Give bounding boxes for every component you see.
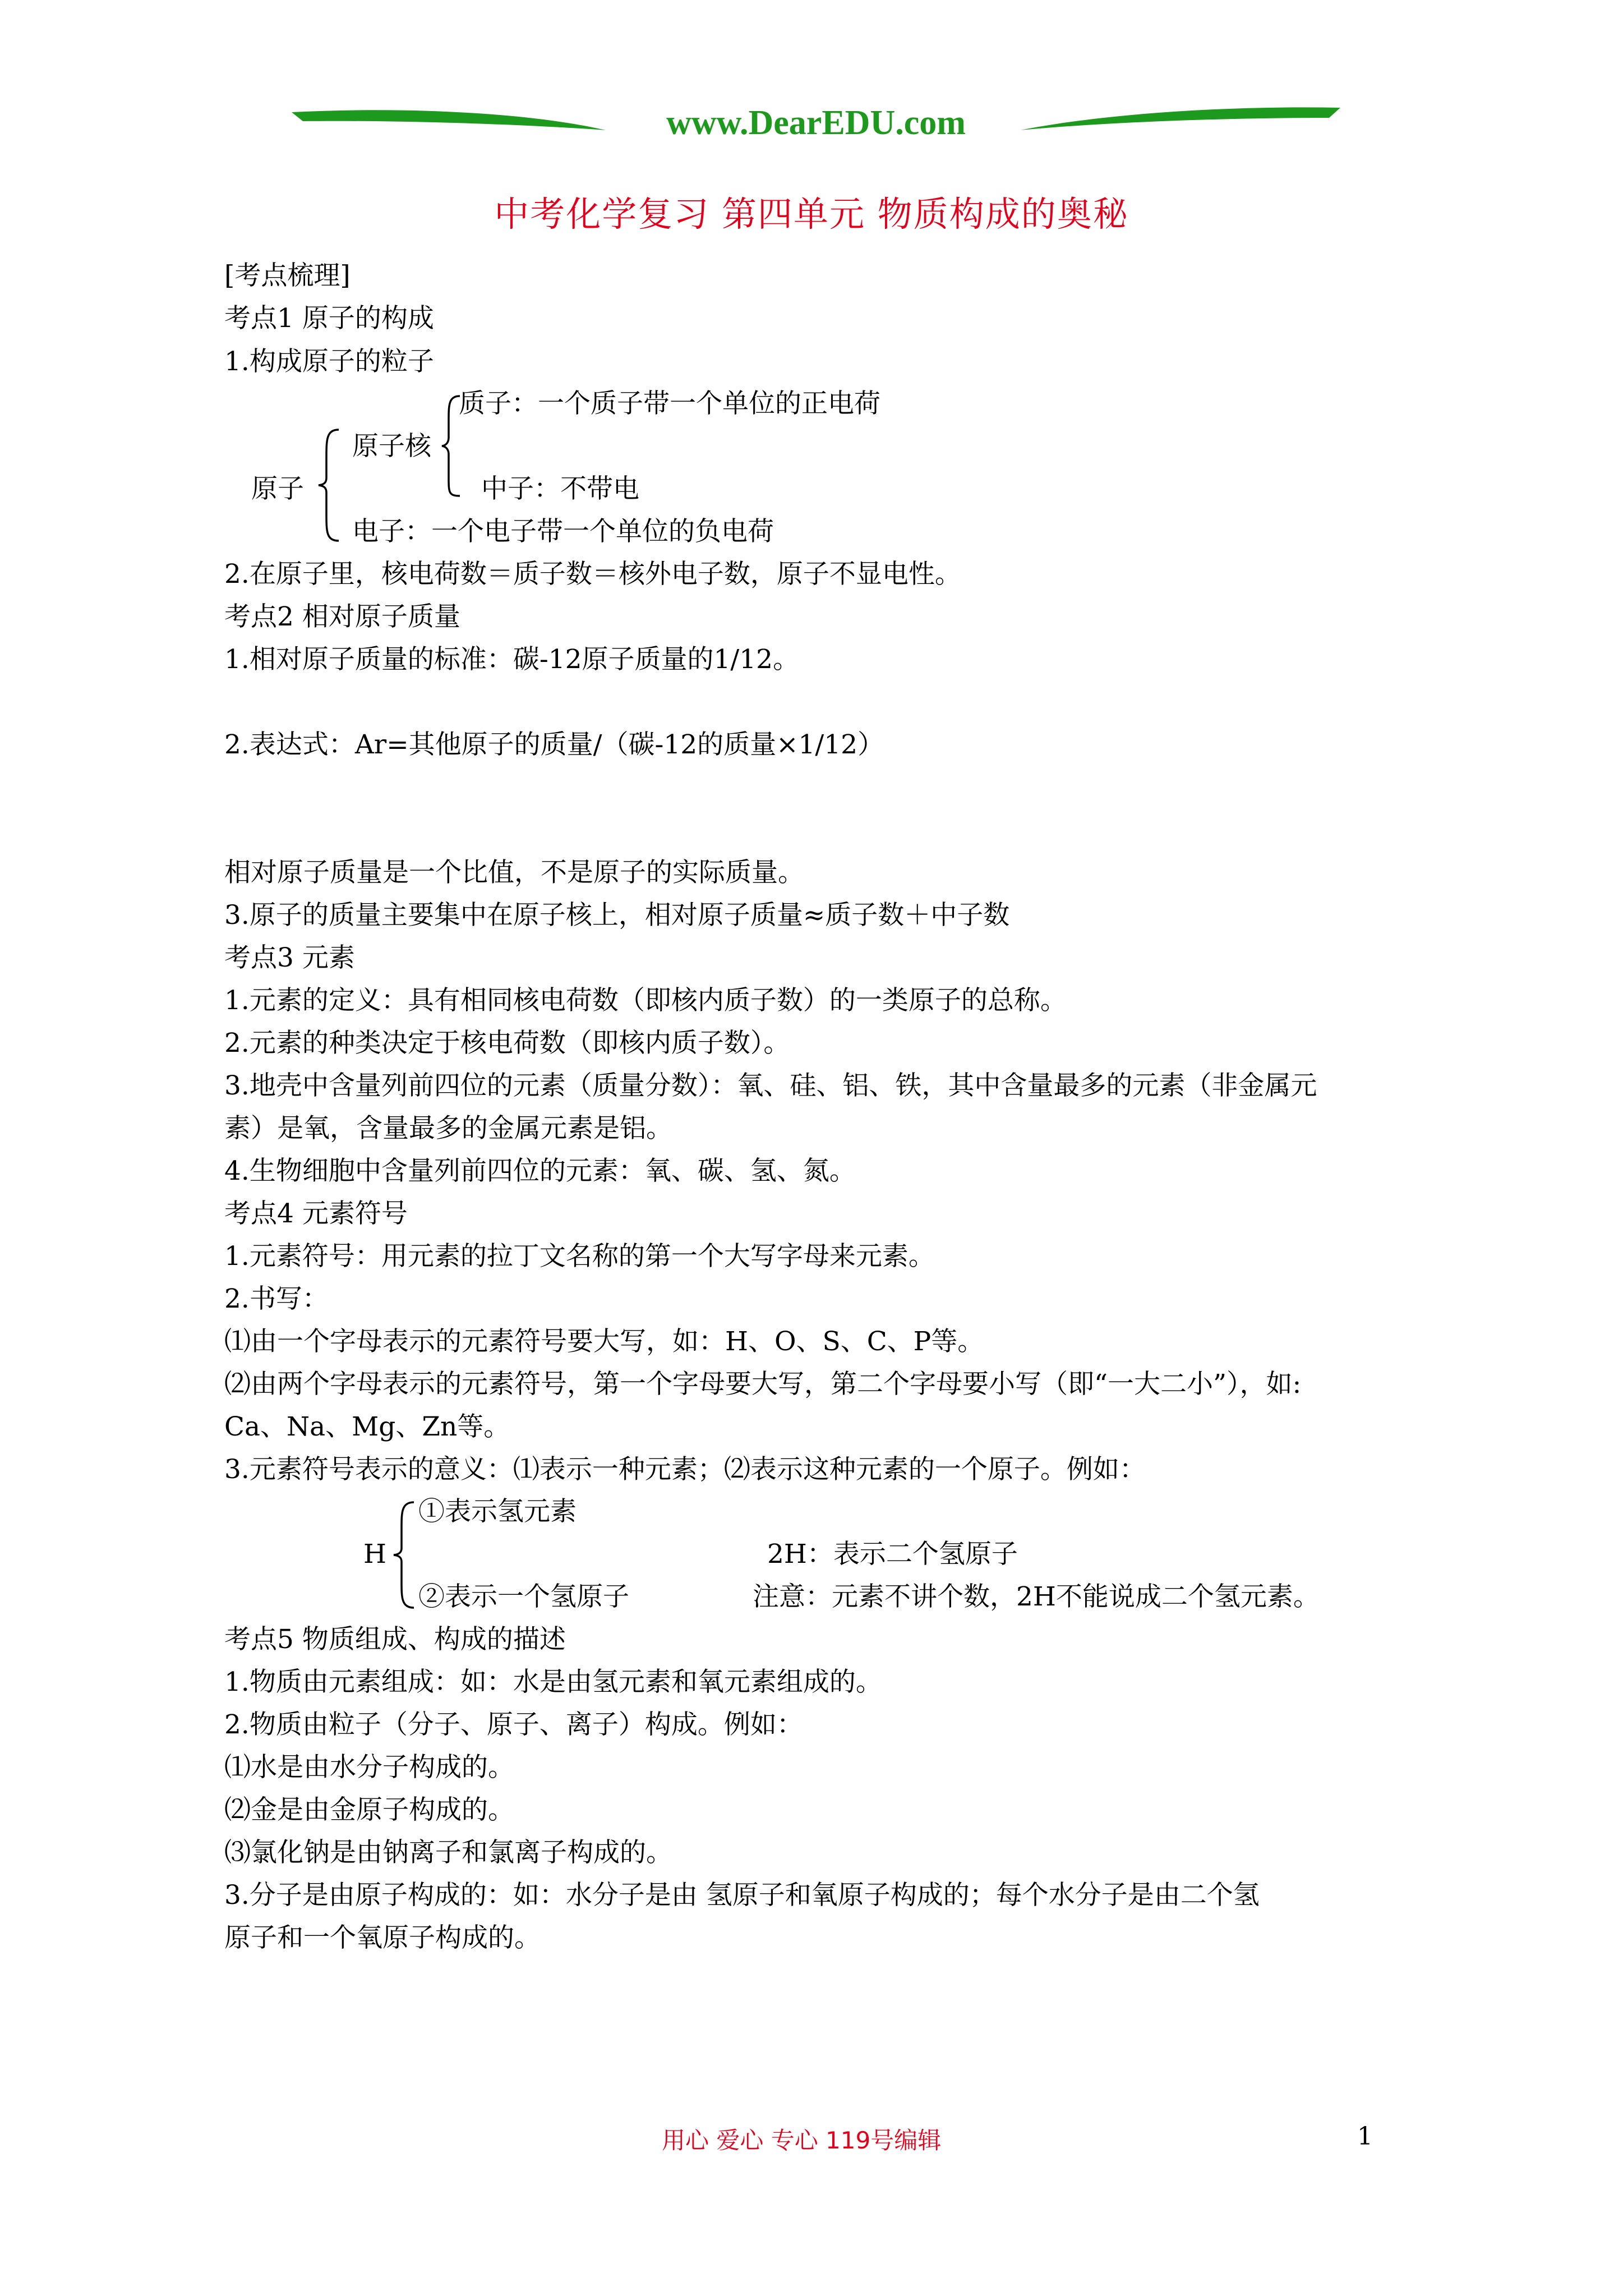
- neutron-text: 中子：不带电: [481, 473, 639, 504]
- kd2-heading: 考点2 相对原子质量: [224, 601, 460, 632]
- kd2-note: 相对原子质量是一个比值，不是原子的实际质量。: [224, 857, 804, 888]
- kd2-item3: 3.原子的质量主要集中在原子核上，相对原子质量≈质子数＋中子数: [224, 900, 1010, 931]
- kd5-heading: 考点5 物质组成、构成的描述: [224, 1624, 566, 1655]
- kd4-sub2a: ⑵由两个字母表示的元素符号，第一个字母要大写，第二个字母要小写（即“一大二小”），如:: [224, 1369, 1302, 1400]
- footer-text: 用心 爱心 专心 119号编辑: [662, 2127, 942, 2154]
- kd5-sub1: ⑴水是由水分子构成的。: [224, 1752, 514, 1783]
- meaning1-text: ①表示氢元素: [418, 1496, 577, 1527]
- site-banner: [292, 95, 1340, 157]
- symbol-brace: [393, 1499, 417, 1611]
- kd4-heading: 考点4 元素符号: [224, 1198, 408, 1229]
- kd4-item2: 2.书写：: [224, 1283, 329, 1314]
- note-text: 注意：元素不讲个数，2H不能说成二个氢元素。: [753, 1581, 1320, 1612]
- kd5-item2: 2.物质由粒子（分子、原子、离子）构成。例如：: [224, 1709, 803, 1740]
- nucleus-brace: [441, 393, 463, 499]
- kd3-item3b: 素）是氧，含量最多的金属元素是铝。: [224, 1113, 672, 1144]
- kd1-heading: 考点1 原子的构成: [224, 303, 434, 334]
- kd3-item4: 4.生物细胞中含量列前四位的元素：氧、碳、氢、氮。: [224, 1156, 856, 1186]
- kd2-item2: 2.表达式：Ar=其他原子的质量/（碳-12的质量×1/12）: [224, 729, 884, 760]
- kd3-item2: 2.元素的种类决定于核电荷数（即核内质子数）。: [224, 1028, 790, 1059]
- kd5-item3b: 原子和一个氧原子构成的。: [224, 1922, 541, 1953]
- kd1-item2: 2.在原子里，核电荷数＝质子数＝核外电子数，原子不显电性。: [224, 559, 961, 590]
- proton-text: 质子：一个质子带一个单位的正电荷: [459, 388, 880, 419]
- kd2-item1: 1.相对原子质量的标准：碳-12原子质量的1/12。: [224, 644, 800, 675]
- meaning2-text: ②表示一个氢原子: [418, 1581, 629, 1612]
- kd4-sub2b: Ca、Na、Mg、Zn等。: [224, 1411, 510, 1442]
- kd4-sub1: ⑴由一个字母表示的元素符号要大写，如：H、O、S、C、P等。: [224, 1326, 984, 1357]
- atom-label: 原子: [251, 473, 304, 504]
- kd5-sub2: ⑵金是由金原子构成的。: [224, 1795, 514, 1825]
- nucleus-label: 原子核: [352, 431, 431, 462]
- symbol-h: H: [363, 1539, 386, 1570]
- kd4-item3: 3.元素符号表示的意义：⑴表示一种元素；⑵表示这种元素的一个原子。例如：: [224, 1454, 1146, 1485]
- kd5-item1: 1.物质由元素组成：如：水是由氢元素和氧元素组成的。: [224, 1667, 882, 1697]
- page-number: 1: [1357, 2122, 1373, 2151]
- site-url[interactable]: www.DearEDU.com: [666, 104, 966, 142]
- kd3-item3a: 3.地壳中含量列前四位的元素（质量分数）：氧、硅、铝、铁，其中含量最多的元素（非金属元: [224, 1070, 1317, 1101]
- kd4-item1: 1.元素符号：用元素的拉丁文名称的第一个大写字母来元素。: [224, 1241, 935, 1272]
- document-title: 中考化学复习 第四单元 物质构成的奥秘: [494, 194, 1129, 234]
- atom-brace: [317, 426, 342, 544]
- kd3-item1: 1.元素的定义：具有相同核电荷数（即核内质子数）的一类原子的总称。: [224, 985, 1067, 1016]
- kd5-sub3: ⑶氯化钠是由钠离子和氯离子构成的。: [224, 1837, 672, 1868]
- section-label: [考点梳理]: [224, 260, 351, 291]
- kd5-item3a: 3.分子是由原子构成的：如：水分子是由 氢原子和氧原子构成的；每个水分子是由二个氢: [224, 1880, 1260, 1911]
- example-2h: 2H：表示二个氢原子: [767, 1539, 1018, 1570]
- electron-text: 电子：一个电子带一个单位的负电荷: [352, 516, 774, 547]
- kd3-heading: 考点3 元素: [224, 942, 355, 973]
- kd1-item1: 1.构成原子的粒子: [224, 346, 434, 377]
